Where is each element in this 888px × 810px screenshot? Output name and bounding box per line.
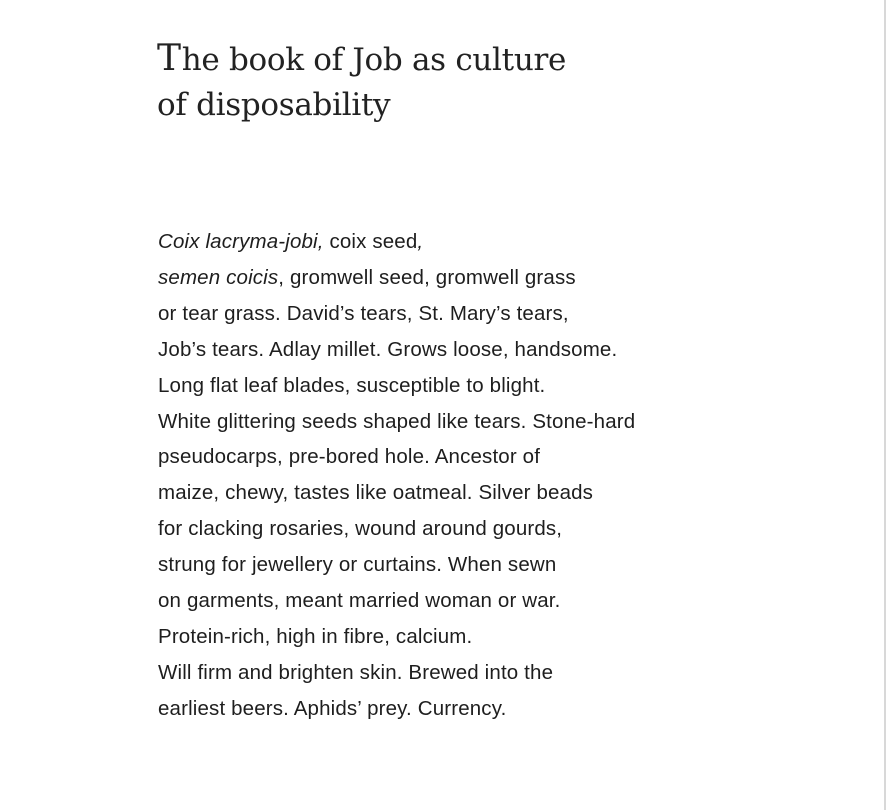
- title-decorative-initial: T: [157, 38, 181, 79]
- title-line-1-rest: he book of Job as culture: [181, 42, 567, 78]
- poem-line-2-rest: , gromwell seed, gromwell grass: [278, 265, 576, 289]
- poem-line-7: pseudocarps, pre-bored hole. Ancestor of: [158, 445, 541, 469]
- title-line-2: of disposability: [157, 87, 391, 123]
- poem-line-2-italic: semen coicis: [158, 265, 279, 289]
- poem-line-1: [158, 224, 758, 260]
- poem-body: [158, 224, 758, 727]
- poem-line-3: or tear grass. David’s tears, St. Mary’s tears,: [158, 301, 569, 325]
- poem-line-6: White glittering seeds shaped like tears. Stone-hard: [158, 409, 636, 433]
- poem-line-2: [158, 260, 758, 296]
- poem-line-4: Job’s tears. Adlay millet. Grows loose, handsome.: [158, 337, 618, 361]
- poem-line-14: earliest beers. Aphids’ prey. Currency.: [158, 696, 507, 720]
- poem-line-10: strung for jewellery or curtains. When sewn: [158, 553, 557, 577]
- poem-line-13: Will firm and brighten skin. Brewed into the: [158, 660, 554, 684]
- poem-line-1-comma: ,: [417, 230, 424, 253]
- poem-title: [157, 36, 677, 128]
- poem-line-1-rest: coix seed: [323, 230, 418, 253]
- poem-line-5: Long flat leaf blades, susceptible to blight.: [158, 373, 546, 397]
- poem-line-8: maize, chewy, tastes like oatmeal. Silver beads: [158, 481, 594, 505]
- poem-line-11: on garments, meant married woman or war.: [158, 589, 561, 613]
- poem-line-9: for clacking rosaries, wound around gourds,: [158, 517, 563, 541]
- poem-line-12: Protein-rich, high in fibre, calcium.: [158, 624, 473, 648]
- poem-line-1-italic: Coix lacryma-jobi,: [158, 230, 324, 253]
